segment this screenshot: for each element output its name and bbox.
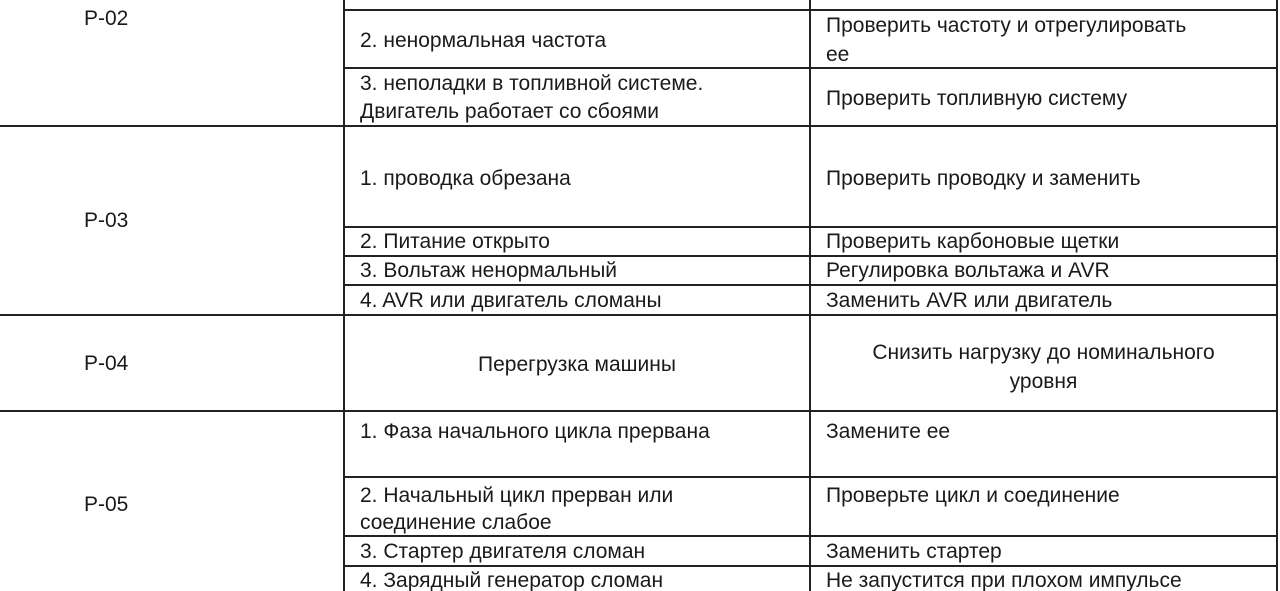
error-code: P-02 <box>84 7 129 30</box>
cause-text: 1. проводка обрезана <box>360 167 571 190</box>
group-divider <box>0 125 1278 127</box>
action-text: Проверить карбоновые щетки <box>826 230 1120 253</box>
action-text: Замените ее <box>826 420 951 443</box>
cause-text: Двигатель работает со сбоями <box>360 100 660 123</box>
cause-text: 3. неполадки в топливной системе. <box>360 72 704 95</box>
cause-text: 4. Зарядный генератор сломан <box>360 569 664 591</box>
action-text: Регулировка вольтажа и AVR <box>826 259 1110 282</box>
group-divider <box>0 314 1278 316</box>
error-code: P-04 <box>84 352 129 375</box>
cause-text: 4. AVR или двигатель сломаны <box>360 289 662 312</box>
error-code: P-05 <box>84 493 129 516</box>
cause-text: 2. Питание открыто <box>360 230 550 253</box>
cause-text: 3. Вольтаж ненормальный <box>360 259 618 282</box>
column-divider <box>343 0 345 591</box>
action-text: ее <box>826 43 850 66</box>
action-text: Проверить проводку и заменить <box>826 167 1141 190</box>
group-divider <box>0 410 1278 412</box>
cause-text: 1. Фаза начального цикла прервана <box>360 420 710 443</box>
action-text: Снизить нагрузку до номинального <box>872 341 1215 364</box>
cause-text: соединение слабое <box>360 511 552 534</box>
cause-text: 3. Стартер двигателя сломан <box>360 540 646 563</box>
cause-text: 2. ненормальная частота <box>360 29 607 52</box>
action-text: Заменить стартер <box>826 540 1002 563</box>
column-divider <box>809 0 811 591</box>
error-code: P-03 <box>84 209 129 232</box>
cause-text: Перегрузка машины <box>478 353 676 376</box>
table-right-border <box>1276 0 1278 591</box>
action-text: Проверить топливную систему <box>826 87 1128 110</box>
action-text: Не запустится при плохом импульсе <box>826 569 1182 591</box>
cause-text: 2. Начальный цикл прерван или <box>360 484 674 507</box>
action-text: Заменить AVR или двигатель <box>826 289 1113 312</box>
action-text: уровня <box>1009 370 1078 393</box>
action-text: Проверить частоту и отрегулировать <box>826 14 1187 37</box>
action-text: Проверьте цикл и соединение <box>826 484 1120 507</box>
